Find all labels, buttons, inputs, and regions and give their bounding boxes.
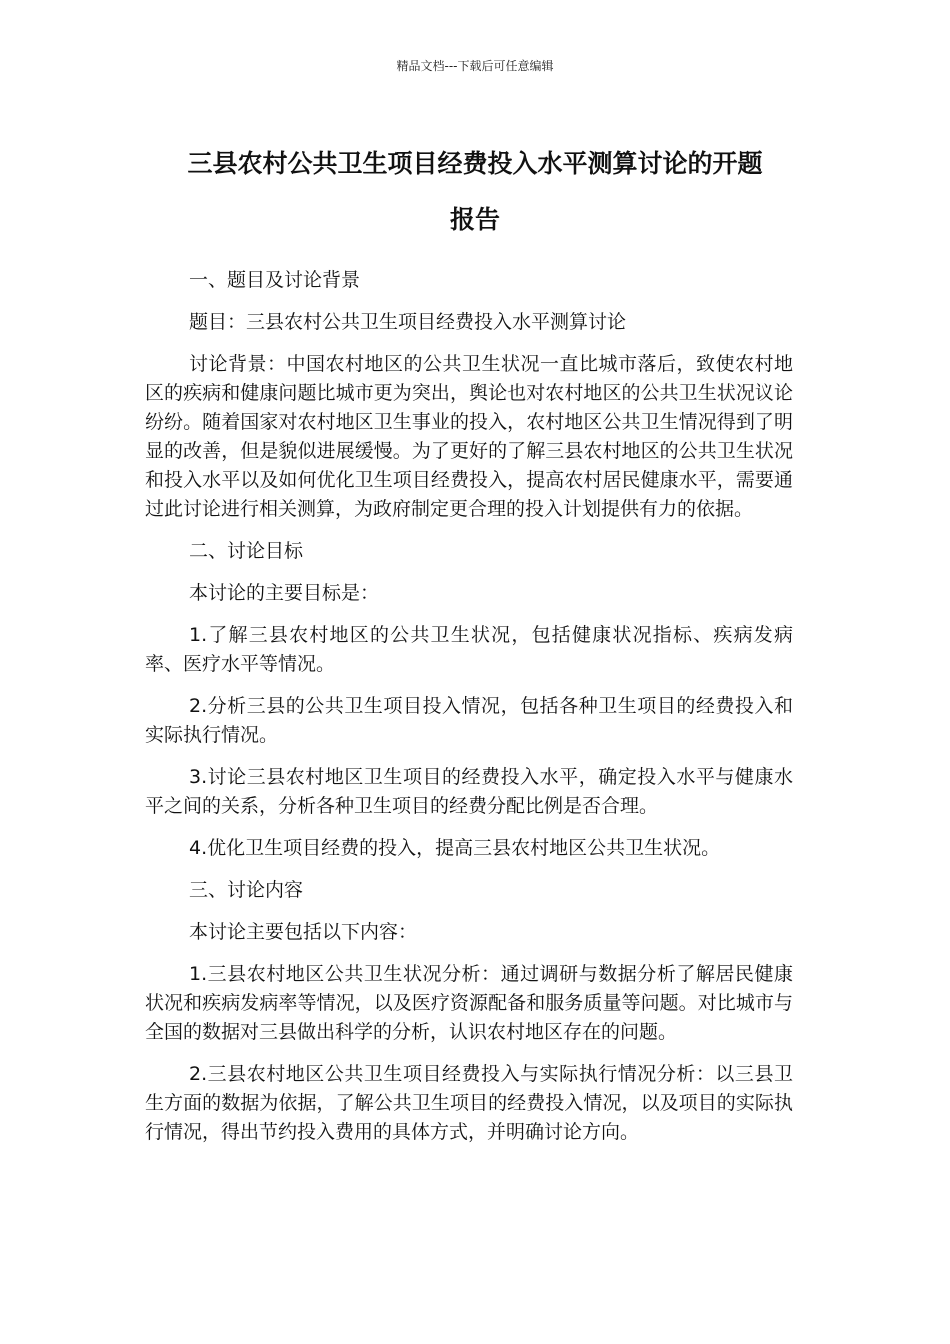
page-header: 精品文档---下载后可任意编辑 [396,59,554,73]
goal-item-4: 4.优化卫生项目经费的投入，提高三县农村地区公共卫生状况。 [189,837,721,859]
goal-item-3: 3.讨论三县农村地区卫生项目的经费投入水平，确定投入水平与健康水平之间的关系，分析各种卫生项目的经费分配比例是否合理。 [145,766,793,817]
section-heading-1: 一、题目及讨论背景 [189,269,361,291]
title-line-2: 报告 [449,205,500,234]
document-body [145,266,793,1160]
content-item-1: 1.三县农村地区公共卫生状况分析：通过调研与数据分析了解居民健康状况和疾病发病率等情况，以及医疗资源配备和服务质量等问题。对比城市与全国的数据对三县做出科学的分析，认识农村地区存在的问题。 [145,963,793,1043]
content-item-2: 2.三县农村地区公共卫生项目经费投入与实际执行情况分析：以三县卫生方面的数据为依据，了解公共卫生项目的经费投入情况，以及项目的实际执行情况，得出节约投入费用的具体方式，并明确讨论方向。 [145,1063,793,1143]
background-paragraph: 讨论背景：中国农村地区的公共卫生状况一直比城市落后，致使农村地区的疾病和健康问题比城市更为突出，舆论也对农村地区的公共卫生状况议论纷纷。随着国家对农村地区卫生事业的投入，农村地区公共卫生情况得到了明显的改善，但是貌似进展缓慢。为了更好的了解三县农村地区的公共卫生状况和投入水平以及如何优化卫生项目经费投入，提高农村居民健康水平，需要通过此讨论进行相关测算，为政府制定更合理的投入计划提供有力的依据。 [145,353,793,520]
goal-item-1: 1.了解三县农村地区的公共卫生状况，包括健康状况指标、疾病发病率、医疗水平等情况。 [145,624,793,675]
section-heading-3: 三、讨论内容 [189,879,304,901]
document-title [120,136,830,248]
goal-item-2: 2.分析三县的公共卫生项目投入情况，包括各种卫生项目的经费投入和实际执行情况。 [145,695,793,746]
title-line-1: 三县农村公共卫生项目经费投入水平测算讨论的开题 [187,149,763,178]
goals-intro: 本讨论的主要目标是： [189,582,380,604]
topic-paragraph: 题目：三县农村公共卫生项目经费投入水平测算讨论 [189,311,627,333]
content-intro: 本讨论主要包括以下内容： [189,921,418,943]
section-heading-2: 二、讨论目标 [189,540,304,562]
